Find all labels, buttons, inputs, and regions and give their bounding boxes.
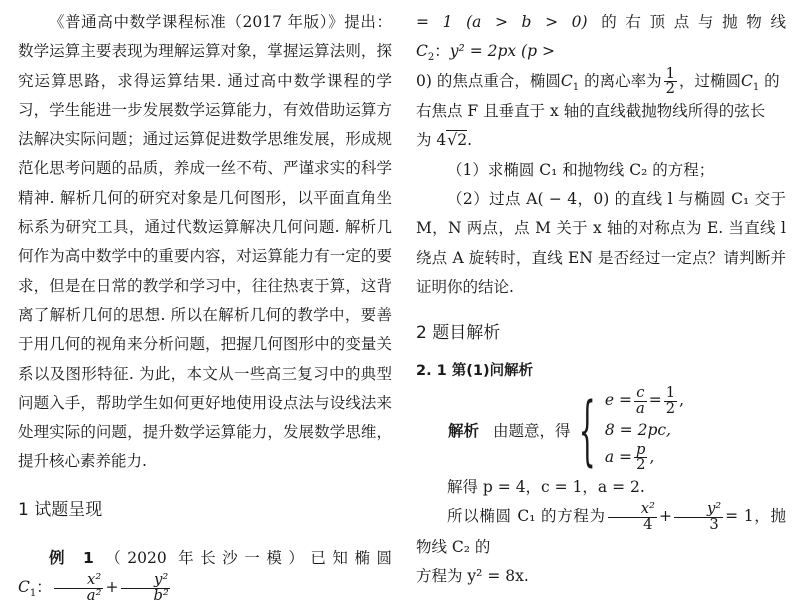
frac-half: $\frac{1}{2}$ [665,64,675,98]
frac-x2-a2: $\frac{\text{x²}}{\text{a²}}$ [54,573,104,603]
right-column [416,8,786,591]
problem-line-4: 为 4√2. [416,131,472,150]
problem-line-2: 0) 的焦点重合，椭圆$C_1$ 的离心率为 $\frac{1}{2}$ ，过椭圆$C_1$ 的 [416,64,780,98]
problem-line-1: = 1 (a > b > 0) 的右顶点与抛物线 $C_2$：y² = 2px (p > [416,13,786,64]
section-2-title: 2 题目解析 [416,323,501,344]
analysis-text: 由题意，得 [493,421,571,440]
section-1-title: 1 试题呈现 [18,499,103,520]
analysis-label: 解析 [448,421,480,440]
problem-line-3: 右焦点 F 且垂直于 x 轴的直线截抛物线所得的弦长 [416,102,766,121]
result-line-2: 方程为 y² = 8x. [416,567,529,586]
left-column [18,8,392,603]
analysis-block [416,386,786,473]
example-label: 例 1 [49,548,94,567]
frac-y2-b2: $\frac{\text{y²}}{\text{b²}}$ [120,573,170,603]
result-line: 所以椭圆 C₁ 的方程为 $\frac{\text{x²}}{4}$ + $\frac{\text{y²}}{3}$ = 1，抛物线 C₂ 的 [416,500,786,556]
solve-line: 解得 p = 4，c = 1，a = 2. [447,477,645,496]
equation-system: { e = $\frac{c}{a}$ = $\frac{1}{2}$ , 8 = 2pc, a = $\frac{p}{2}$ , [578,384,685,474]
subsection-2-1-title: 2. 1 第(1)问解析 [416,363,534,380]
example-source: （2020 年长沙一模）已知椭圆 [105,548,393,567]
question-1: （1）求椭圆 C₁ 和抛物线 C₂ 的方程； [447,160,715,179]
intro-paragraph: 《普通高中数学课程标准（2017 年版）》提出：数学运算主要表现为理解运算对象，掌握运算法则，探究运算思路，求得运算结果. 通过高中数学课程的学习，学生能进一步发展数学运算能力，有效借助运算方法解决实际问题；通过运算促进数学思维发展，形成规范化思考问题的品质，养成一丝不苟、严谨求实的科学精神. 解析几何的研究对象是几何图形，以平面直角坐标系为研究工具，通过代数运算解决几何问题. 解析几何作为高中数学中的重要内容，对运算能力有一定的要求，但是在日常的教学和学习中，往往热衷于算，这背离了解析几何的思想. 所以在解析几何的教学中，要善于用几何的视角来分析问题，把握几何图形中的变量关系以及图形特征. 为此，本文从一些高三复习中的典型问题入手，帮助学生如何更好地使用设点法与设线法来处理实际的问题，提升数学运算能力，发展数学思维，提升核心素养能力. [18,13,392,471]
example-1-line [18,544,392,604]
ellipse-equation: $C_1$： $\frac{\text{x²}}{\text{a²}}$ + $\frac{\text{y²}}{\text{b²}}$ [18,571,169,604]
question-2: （2）过点 A( − 4，0) 的直线 l 与椭圆 C₁ 交于 M，N 两点，点 M 关于 x 轴的对称点为 E. 当直线 l 绕点 A 旋转时，直线 EN 是否经过一定点？请判断并证明你的结论. [416,189,786,296]
